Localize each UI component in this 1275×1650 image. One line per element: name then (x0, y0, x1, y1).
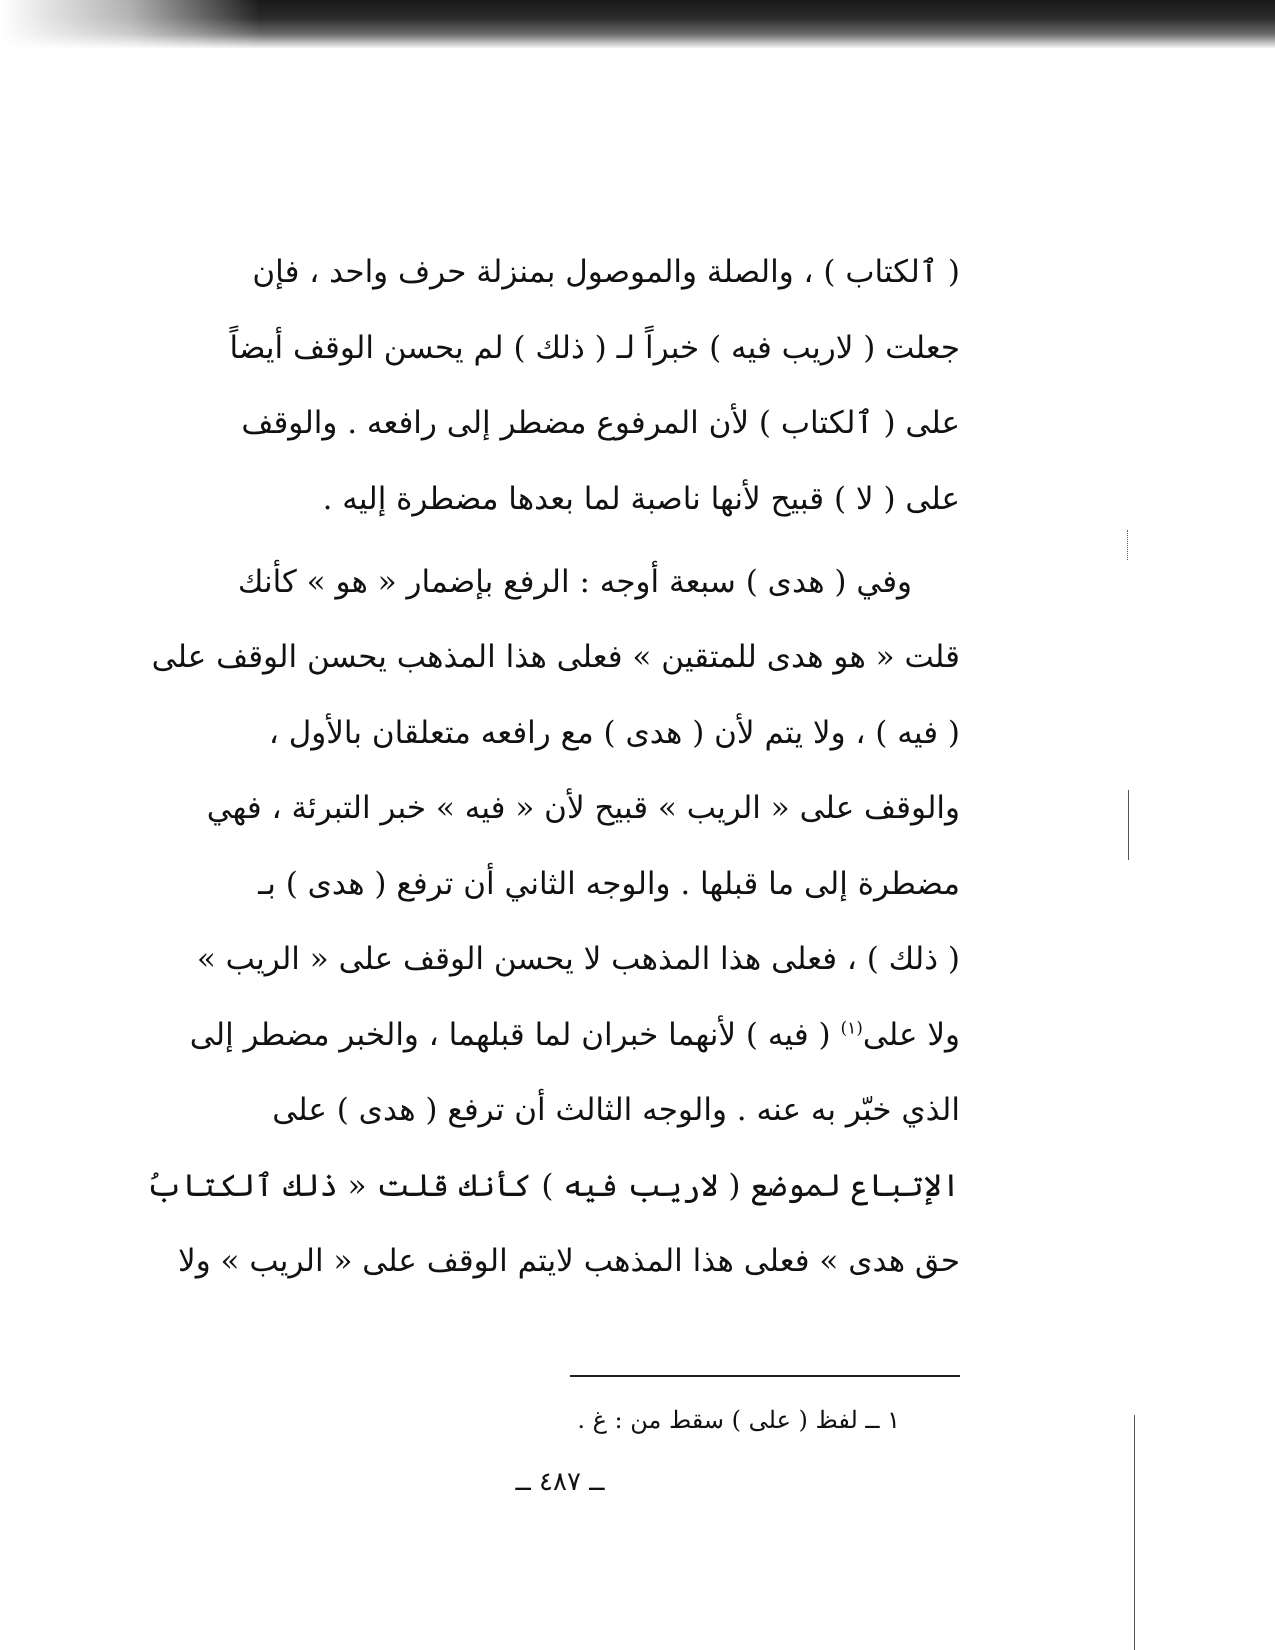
text-line: ( فيه ) ، ولا يتم لأن ( هدى ) مع رافعه متعلقان بالأول ، (268, 714, 960, 751)
text-line: على ( ٱلكتاب ) لأن المرفوع مضطر إلى رافعه . والوقف (241, 405, 960, 441)
footnote-separator (570, 1375, 960, 1377)
scan-edge-band (0, 0, 1275, 48)
scan-margin-mark (1134, 1415, 1135, 1650)
text-line: حق هدى » فعلى هذا المذهب لايتم الوقف على « الريب » ولا (178, 1243, 960, 1279)
scan-margin-mark (1128, 790, 1129, 860)
footnote-reference: (١) (840, 1018, 863, 1039)
text-line: وفي ( هدى ) سبعة أوجه : الرفع بإضمار « هو » كأنك (237, 563, 912, 600)
text-line: الإتباع لموضع ( لاريب فيه ) كأنك قلت « ذلك ٱلكتابُ (146, 1167, 960, 1204)
body-text (146, 235, 960, 1300)
text-fragment: ولا على (862, 1016, 960, 1053)
text-line: جعلت ( لاريب فيه ) خبراً لـ ( ذلك ) لم يحسن الوقف أيضاً (229, 329, 960, 366)
footnote: ١ ــ لفظ ( على ) سقط من : غ . (577, 1406, 900, 1434)
text-line: قلت « هو هدى للمتقين » فعلى هذا المذهب يحسن الوقف على (151, 639, 960, 675)
text-line: الذي خبّر به عنه . والوجه الثالث أن ترفع ( هدى ) على (272, 1092, 960, 1128)
text-line: والوقف على « الريب » قبيح لأن « فيه » خبر التبرئة ، فهي (206, 790, 960, 826)
text-fragment: ( فيه ) لأنهما خبران لما قبلهما ، والخبر مضطر إلى (189, 1016, 831, 1053)
page-number: ــ ٤٨٧ ــ (515, 1467, 605, 1497)
text-line (160, 998, 960, 1074)
scan-margin-mark (1127, 530, 1128, 560)
text-line: مضطرة إلى ما قبلها . والوجه الثاني أن ترفع ( هدى ) بـ (258, 865, 960, 902)
text-line: ( ذلك ) ، فعلى هذا المذهب لا يحسن الوقف على « الريب » (196, 941, 960, 977)
text-line: على ( لا ) قبيح لأنها ناصبة لما بعدها مضطرة إليه . (322, 480, 960, 517)
text-line: ( ٱلكتاب ) ، والصلة والموصول بمنزلة حرف واحد ، فإن (252, 254, 960, 290)
